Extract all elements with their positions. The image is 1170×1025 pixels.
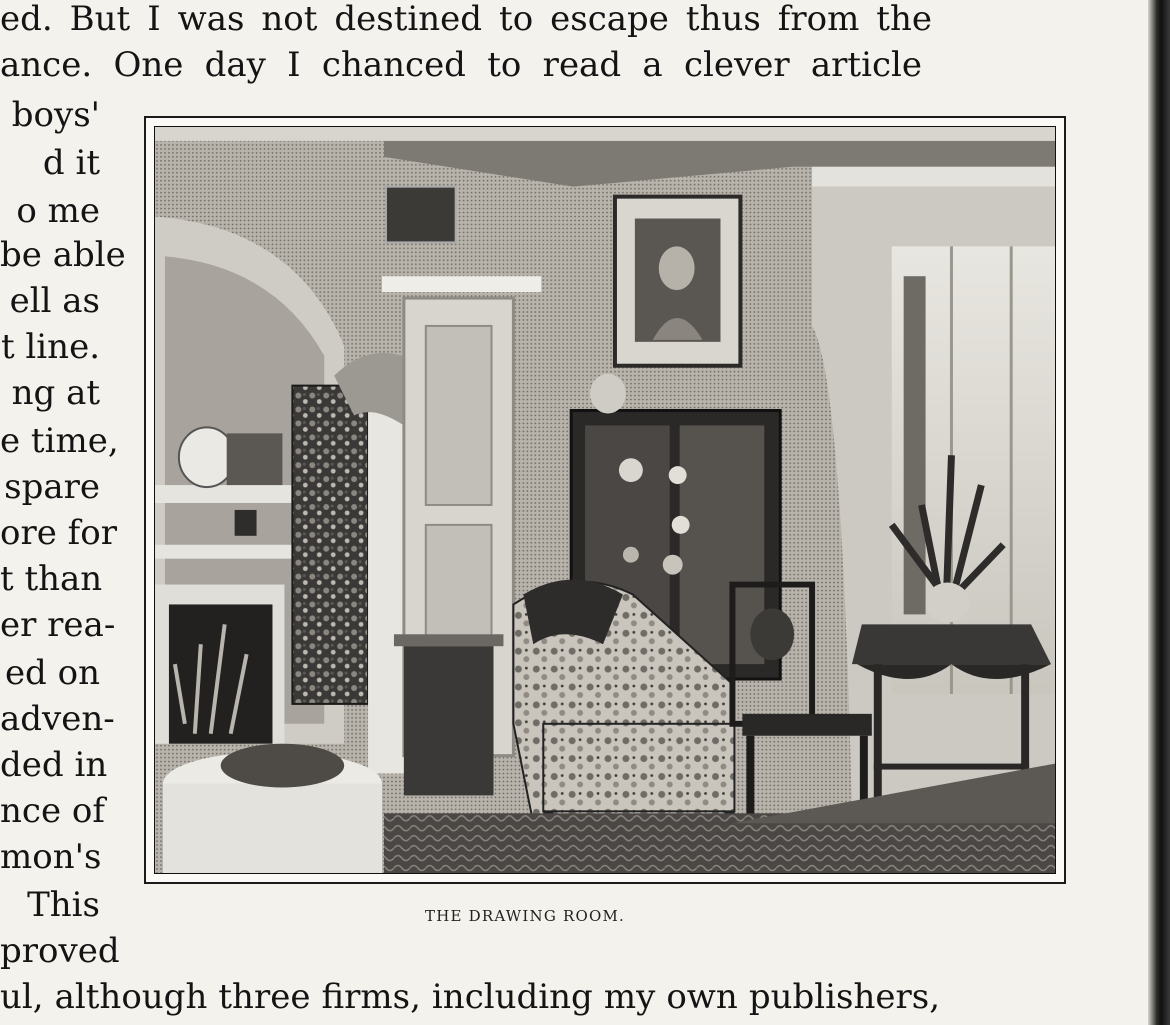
photo-caption: THE DRAWING ROOM.	[425, 907, 625, 925]
photo-image	[154, 126, 1056, 874]
column-line: boys'	[11, 95, 100, 135]
column-line: ng at	[11, 373, 100, 413]
drawing-room-photo	[144, 116, 1066, 884]
column-line: e time,	[0, 421, 119, 461]
text-line-bottom: ul, although three firms, including my own publishers,	[0, 977, 940, 1017]
drawing-room-illustration	[155, 127, 1055, 873]
text-line-1: ed. But I was not destined to escape thus from the	[0, 0, 932, 39]
column-line: spare	[4, 467, 100, 507]
column-line: ell as	[9, 281, 100, 321]
column-line: ded in	[0, 745, 108, 785]
column-line: This	[27, 885, 100, 925]
column-line: nce of	[0, 791, 105, 831]
page-binding-edge	[1148, 0, 1170, 1025]
column-line: d it	[42, 143, 100, 183]
text-line-2: ance. One day I chanced to read a clever article	[0, 45, 922, 85]
column-line: proved	[0, 931, 120, 971]
column-line: adven-	[0, 699, 115, 739]
column-line: ed on	[4, 653, 100, 693]
column-line: t line.	[0, 327, 100, 367]
column-line: ore for	[0, 513, 117, 553]
column-line: be able	[0, 235, 126, 275]
column-line: t than	[0, 559, 103, 599]
column-line: mon's	[0, 837, 102, 877]
column-line: o me	[16, 191, 100, 231]
column-line: er rea-	[0, 605, 116, 645]
